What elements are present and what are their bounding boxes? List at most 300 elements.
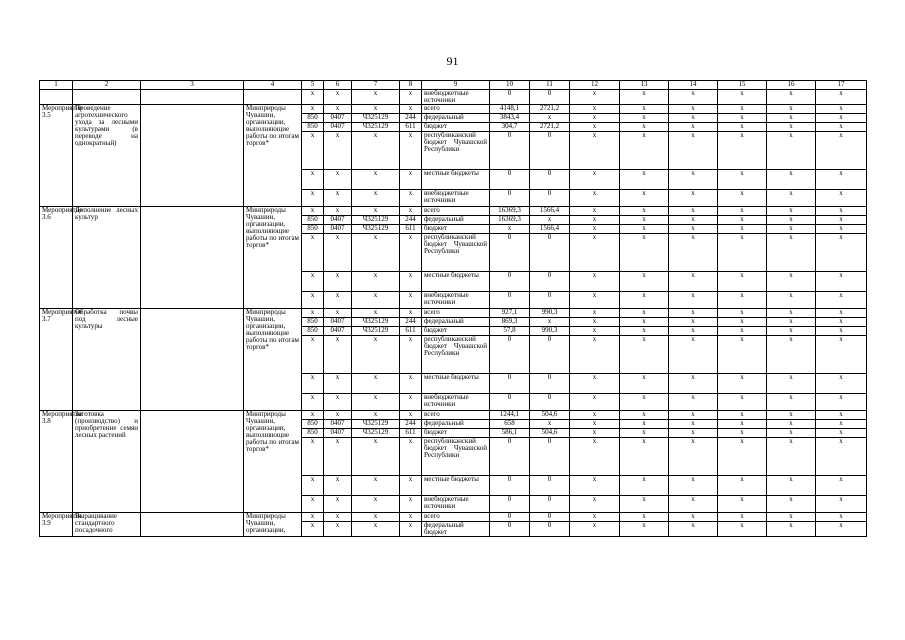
x-cell: x [767,327,816,336]
header-cell: 13 [620,81,669,90]
x-cell: x [767,496,816,513]
value-cell: 0 [530,170,570,190]
x-cell: x [570,522,620,537]
code-cell: 244 [400,318,422,327]
x-cell: x [620,522,669,537]
code-cell: x [302,374,324,394]
source-cell: местные бюджеты [422,272,490,292]
source-cell: всего [422,411,490,420]
header-cell: 4 [244,81,302,90]
x-cell: x [718,496,767,513]
value-cell: 0 [490,190,530,207]
x-cell: x [669,170,718,190]
code-cell: x [324,105,352,114]
code-cell: x [400,190,422,207]
value-cell: 2721,2 [530,105,570,114]
code-cell: x [324,411,352,420]
code-cell: x [352,522,400,537]
x-cell: x [816,309,867,318]
x-cell: x [570,336,620,374]
x-cell: x [620,336,669,374]
source-cell: всего [422,309,490,318]
source-cell: всего [422,105,490,114]
code-cell: x [302,513,324,522]
x-cell: x [570,292,620,309]
x-cell: x [669,411,718,420]
code-cell: 611 [400,327,422,336]
value-cell: x [530,114,570,123]
code-cell: x [324,190,352,207]
empty-cell [73,90,141,105]
x-cell: x [669,105,718,114]
x-cell: x [620,309,669,318]
x-cell: x [718,292,767,309]
x-cell: x [767,170,816,190]
x-cell: x [767,225,816,234]
code-cell: x [302,207,324,216]
x-cell: x [816,272,867,292]
x-cell: x [669,476,718,496]
code-cell: x [352,394,400,411]
x-cell: x [718,272,767,292]
x-cell: x [669,132,718,170]
source-cell: внебюджетные источники [422,292,490,309]
x-cell: x [718,123,767,132]
x-cell: x [570,225,620,234]
source-cell: местные бюджеты [422,374,490,394]
source-cell: всего [422,207,490,216]
code-cell: 611 [400,429,422,438]
x-cell: x [669,374,718,394]
value-cell: 0 [530,374,570,394]
measure-code: Мероприятие 3.6 [40,207,73,309]
x-cell: x [816,522,867,537]
code-cell: x [302,132,324,170]
source-cell: республиканский бюджет Чувашской Республики [422,438,490,476]
measure-code: Мероприятие 3.8 [40,411,73,513]
x-cell: x [718,309,767,318]
empty-cell [141,513,244,537]
value-cell: x [530,420,570,429]
x-cell: x [816,234,867,272]
x-cell: x [620,496,669,513]
x-cell: x [816,327,867,336]
x-cell: x [816,207,867,216]
x-cell: x [718,513,767,522]
empty-cell [141,309,244,411]
code-cell: x [324,272,352,292]
code-cell: x [302,438,324,476]
x-cell: x [669,336,718,374]
x-cell: x [570,327,620,336]
x-cell: x [620,438,669,476]
code-cell: x [352,207,400,216]
code-cell: x [352,90,400,105]
x-cell: x [620,394,669,411]
x-cell: x [669,513,718,522]
header-cell: 3 [141,81,244,90]
x-cell: x [669,496,718,513]
code-cell: x [302,476,324,496]
x-cell: x [669,234,718,272]
x-cell: x [620,234,669,272]
value-cell: x [490,225,530,234]
code-cell: x [352,374,400,394]
x-cell: x [570,318,620,327]
code-cell: 850 [302,216,324,225]
empty-cell [40,90,73,105]
code-cell: x [324,132,352,170]
code-cell: x [352,411,400,420]
code-cell: x [302,170,324,190]
code-cell: x [324,336,352,374]
code-cell: Ч325129 [352,216,400,225]
value-cell: 0 [490,513,530,522]
x-cell: x [816,170,867,190]
x-cell: x [718,132,767,170]
x-cell: x [767,336,816,374]
header-cell: 12 [570,81,620,90]
value-cell: 0 [530,476,570,496]
empty-cell [141,207,244,309]
x-cell: x [816,318,867,327]
value-cell: 1566,4 [530,225,570,234]
measure-executor: Минприроды Чувашии, организации, выполняющие работы по итогам торгов* [244,411,302,513]
x-cell: x [767,374,816,394]
x-cell: x [718,429,767,438]
code-cell: x [324,90,352,105]
measure-code: Мероприятие 3.7 [40,309,73,411]
source-cell: внебюджетные источники [422,496,490,513]
code-cell: 0407 [324,318,352,327]
x-cell: x [570,123,620,132]
value-cell: 504,6 [530,411,570,420]
code-cell: 0407 [324,216,352,225]
code-cell: 0407 [324,420,352,429]
code-cell: x [324,234,352,272]
code-cell: x [302,336,324,374]
code-cell: x [302,234,324,272]
x-cell: x [816,429,867,438]
empty-cell [244,90,302,105]
x-cell: x [570,411,620,420]
value-cell: 990,3 [530,309,570,318]
x-cell: x [767,420,816,429]
code-cell: x [302,292,324,309]
header-cell: 8 [400,81,422,90]
value-cell: 869,3 [490,318,530,327]
x-cell: x [718,114,767,123]
code-cell: Ч325129 [352,114,400,123]
value-cell: 0 [490,170,530,190]
x-cell: x [570,309,620,318]
x-cell: x [669,216,718,225]
x-cell: x [718,216,767,225]
header-cell: 14 [669,81,718,90]
x-cell: x [669,522,718,537]
code-cell: 850 [302,225,324,234]
x-cell: x [620,272,669,292]
code-cell: x [352,513,400,522]
code-cell: 0407 [324,123,352,132]
source-cell: местные бюджеты [422,476,490,496]
x-cell: x [816,476,867,496]
code-cell: x [352,292,400,309]
header-cell: 17 [816,81,867,90]
x-cell: x [570,190,620,207]
x-cell: x [767,309,816,318]
x-cell: x [767,207,816,216]
x-cell: x [620,190,669,207]
code-cell: x [400,438,422,476]
x-cell: x [718,327,767,336]
x-cell: x [816,123,867,132]
header-cell: 5 [302,81,324,90]
value-cell: 0 [490,438,530,476]
code-cell: 0407 [324,225,352,234]
x-cell: x [718,318,767,327]
code-cell: 0407 [324,114,352,123]
x-cell: x [570,114,620,123]
code-cell: x [400,522,422,537]
x-cell: x [816,438,867,476]
value-cell: x [530,318,570,327]
code-cell: x [400,272,422,292]
measure-executor: Минприроды Чувашии, организации, выполняющие работы по итогам торгов* [244,105,302,207]
measure-executor: Минприроды Чувашии, организации, выполняющие работы по итогам торгов* [244,309,302,411]
value-cell: 0 [530,132,570,170]
measure-name: Обработка почвы под лесные культуры [73,309,141,411]
code-cell: 244 [400,420,422,429]
source-cell: местные бюджеты [422,170,490,190]
value-cell: 0 [530,522,570,537]
x-cell: x [767,318,816,327]
x-cell: x [816,90,867,105]
code-cell: 850 [302,114,324,123]
code-cell: x [324,522,352,537]
source-cell: бюджет [422,225,490,234]
value-cell: 0 [530,190,570,207]
code-cell: x [400,476,422,496]
x-cell: x [816,292,867,309]
value-cell: 927,1 [490,309,530,318]
x-cell: x [767,216,816,225]
code-cell: x [324,496,352,513]
code-cell: 611 [400,225,422,234]
measure-name: Проведение агротехнического ухода за лесными культурами (в переводе на однократный) [73,105,141,207]
code-cell: x [400,309,422,318]
header-cell: 10 [490,81,530,90]
code-cell: x [352,234,400,272]
x-cell: x [570,90,620,105]
code-cell: Ч325129 [352,327,400,336]
source-cell: внебюджетные источники [422,190,490,207]
x-cell: x [767,190,816,207]
source-cell: федеральный [422,318,490,327]
value-cell: 0 [530,292,570,309]
measure-code: Мероприятие 3.9 [40,513,73,537]
source-cell: федеральный [422,420,490,429]
value-cell: 658 [490,420,530,429]
code-cell: x [324,292,352,309]
x-cell: x [816,513,867,522]
code-cell: x [352,496,400,513]
value-cell: 0 [530,336,570,374]
value-cell: 16369,3 [490,207,530,216]
code-cell: Ч325129 [352,123,400,132]
value-cell: 2721,2 [530,123,570,132]
measure-executor: Минприроды Чувашии, организации, выполняющие работы по итогам торгов* [244,207,302,309]
code-cell: x [324,309,352,318]
value-cell: 0 [530,438,570,476]
x-cell: x [570,234,620,272]
x-cell: x [816,132,867,170]
x-cell: x [570,216,620,225]
x-cell: x [620,123,669,132]
x-cell: x [718,411,767,420]
x-cell: x [767,90,816,105]
x-cell: x [669,90,718,105]
x-cell: x [620,411,669,420]
code-cell: 850 [302,429,324,438]
x-cell: x [669,309,718,318]
x-cell: x [620,132,669,170]
source-cell: республиканский бюджет Чувашской Республики [422,336,490,374]
code-cell: x [400,496,422,513]
code-cell: x [400,234,422,272]
value-cell: 0 [530,394,570,411]
value-cell: 3843,4 [490,114,530,123]
code-cell: x [302,522,324,537]
value-cell: 304,7 [490,123,530,132]
x-cell: x [718,225,767,234]
x-cell: x [816,105,867,114]
code-cell: Ч325129 [352,420,400,429]
code-cell: x [352,438,400,476]
code-cell: x [400,90,422,105]
x-cell: x [620,225,669,234]
source-cell: бюджет [422,123,490,132]
x-cell: x [767,476,816,496]
code-cell: x [400,513,422,522]
code-cell: x [302,309,324,318]
code-cell: 244 [400,114,422,123]
x-cell: x [767,411,816,420]
code-cell: x [324,374,352,394]
code-cell: x [400,336,422,374]
code-cell: x [324,438,352,476]
x-cell: x [718,336,767,374]
x-cell: x [570,374,620,394]
code-cell: x [352,336,400,374]
x-cell: x [620,292,669,309]
value-cell: 57,8 [490,327,530,336]
code-cell: x [302,105,324,114]
value-cell: 586,1 [490,429,530,438]
value-cell: 0 [530,272,570,292]
x-cell: x [620,114,669,123]
x-cell: x [669,207,718,216]
measure-name: Выращивание стандартного посадочного [73,513,141,537]
x-cell: x [718,105,767,114]
source-cell: всего [422,513,490,522]
code-cell: x [352,272,400,292]
header-cell: 6 [324,81,352,90]
x-cell: x [620,327,669,336]
x-cell: x [669,292,718,309]
code-cell: 850 [302,123,324,132]
code-cell: 0407 [324,327,352,336]
value-cell: 0 [490,394,530,411]
table-row [40,90,867,105]
header-cell: 1 [40,81,73,90]
empty-cell [141,411,244,513]
value-cell: 504,6 [530,429,570,438]
code-cell: x [302,90,324,105]
x-cell: x [620,374,669,394]
x-cell: x [669,225,718,234]
code-cell: x [352,190,400,207]
x-cell: x [767,114,816,123]
x-cell: x [570,132,620,170]
source-cell: федеральный [422,114,490,123]
x-cell: x [718,170,767,190]
x-cell: x [669,123,718,132]
x-cell: x [570,207,620,216]
code-cell: 0407 [324,429,352,438]
x-cell: x [767,394,816,411]
x-cell: x [816,190,867,207]
x-cell: x [718,374,767,394]
x-cell: x [816,374,867,394]
header-cell: 15 [718,81,767,90]
x-cell: x [669,318,718,327]
x-cell: x [570,170,620,190]
x-cell: x [767,438,816,476]
code-cell: x [400,170,422,190]
empty-cell [141,90,244,105]
code-cell: x [352,170,400,190]
code-cell: x [302,272,324,292]
code-cell: Ч325129 [352,318,400,327]
x-cell: x [620,513,669,522]
code-cell: x [302,394,324,411]
x-cell: x [816,411,867,420]
value-cell: 1244,1 [490,411,530,420]
x-cell: x [669,190,718,207]
x-cell: x [669,438,718,476]
x-cell: x [816,496,867,513]
x-cell: x [816,394,867,411]
x-cell: x [669,429,718,438]
code-cell: 850 [302,327,324,336]
code-cell: x [324,207,352,216]
value-cell: x [530,216,570,225]
x-cell: x [570,513,620,522]
measure-executor: Минприроды Чувашии, организации, [244,513,302,537]
value-cell: 0 [490,272,530,292]
value-cell: 0 [490,476,530,496]
x-cell: x [570,429,620,438]
code-cell: x [302,411,324,420]
code-cell: x [400,207,422,216]
measure-name: Дополнение лесных культур [73,207,141,309]
code-cell: x [352,476,400,496]
x-cell: x [767,123,816,132]
header-cell: 11 [530,81,570,90]
x-cell: x [718,420,767,429]
x-cell: x [767,132,816,170]
